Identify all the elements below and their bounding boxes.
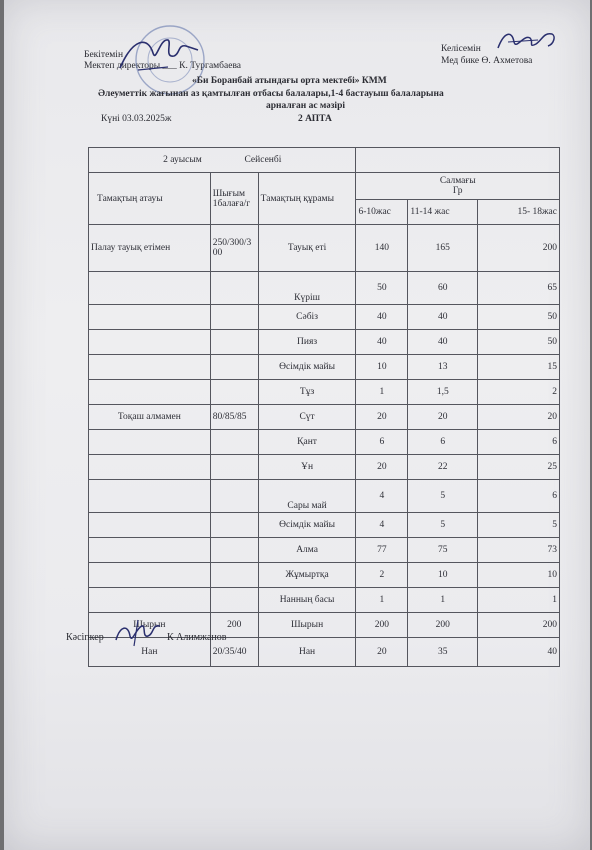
weight-unit: Гр bbox=[452, 186, 463, 196]
yield-cell: 250/300/300 bbox=[210, 225, 258, 272]
header-blank-cell bbox=[356, 148, 560, 173]
entrepreneur-signature-icon bbox=[112, 616, 164, 650]
ingredient-cell: Нан bbox=[258, 638, 356, 667]
weight-header bbox=[356, 173, 560, 200]
yield-cell bbox=[210, 305, 258, 330]
day-label: Сейсенбі bbox=[244, 155, 282, 165]
dish-name-cell bbox=[89, 480, 211, 513]
weight-15-18-cell: 25 bbox=[478, 455, 560, 480]
yield-cell: 200 bbox=[210, 613, 258, 638]
yield-header: Шығым 1балаға/г bbox=[210, 173, 258, 225]
weight-6-10-cell: 140 bbox=[356, 225, 408, 272]
weight-15-18-cell: 2 bbox=[478, 380, 560, 405]
weight-11-14-cell: 200 bbox=[408, 613, 478, 638]
weight-11-14-cell: 1 bbox=[408, 588, 478, 613]
weight-15-18-cell: 200 bbox=[478, 225, 560, 272]
yield-cell bbox=[210, 330, 258, 355]
shift-day-cell bbox=[89, 148, 356, 173]
weight-15-18-cell: 65 bbox=[478, 272, 560, 305]
week-label: 2 АПТА bbox=[298, 114, 332, 124]
weight-15-18-cell: 200 bbox=[478, 613, 560, 638]
shift-label: 2 ауысым bbox=[163, 155, 202, 165]
table-row bbox=[89, 405, 560, 430]
weight-6-10-cell: 40 bbox=[356, 305, 408, 330]
weight-11-14-cell: 165 bbox=[408, 225, 478, 272]
ingredient-cell: Шырын bbox=[258, 613, 356, 638]
dish-name-cell: Шырын bbox=[89, 613, 211, 638]
nurse-signature-icon bbox=[494, 24, 564, 56]
dish-name-cell bbox=[89, 305, 211, 330]
menu-table bbox=[88, 147, 560, 667]
dish-name-cell bbox=[89, 513, 211, 538]
weight-11-14-cell: 22 bbox=[408, 455, 478, 480]
weight-15-18-cell: 50 bbox=[478, 305, 560, 330]
weight-11-14-cell: 60 bbox=[408, 272, 478, 305]
weight-11-14-cell: 10 bbox=[408, 563, 478, 588]
weight-15-18-cell: 5 bbox=[478, 513, 560, 538]
ingredient-cell: Нанның басы bbox=[258, 588, 356, 613]
table-row bbox=[89, 480, 560, 513]
dish-name-cell: Нан bbox=[89, 638, 211, 667]
approve-label: Бекітемін bbox=[84, 50, 124, 60]
yield-cell bbox=[210, 430, 258, 455]
table-row bbox=[89, 305, 560, 330]
yield-cell bbox=[210, 588, 258, 613]
table-row bbox=[89, 455, 560, 480]
dish-name-cell bbox=[89, 430, 211, 455]
weight-11-14-cell: 5 bbox=[408, 480, 478, 513]
dish-name-cell bbox=[89, 538, 211, 563]
yield-cell bbox=[210, 272, 258, 305]
table-row bbox=[89, 380, 560, 405]
weight-6-10-cell: 20 bbox=[356, 638, 408, 667]
menu-purpose-line-1: Әлеуметтік жағынан аз қамтылған отбасы балалары,1-4 бастауыш балаларына bbox=[98, 89, 444, 99]
dish-name-cell bbox=[89, 355, 211, 380]
dish-name-cell bbox=[89, 380, 211, 405]
yield-cell bbox=[210, 455, 258, 480]
table-row bbox=[89, 563, 560, 588]
weight-6-10-cell: 20 bbox=[356, 405, 408, 430]
table-row bbox=[89, 225, 560, 272]
yield-cell: 20/35/40 bbox=[210, 638, 258, 667]
menu-date: Күні 03.03.2025ж bbox=[101, 114, 172, 124]
ingredient-cell: Сары май bbox=[258, 480, 356, 513]
ingredient-cell: Қант bbox=[258, 430, 356, 455]
ingredient-cell: Күріш bbox=[258, 272, 356, 305]
weight-6-10-cell: 50 bbox=[356, 272, 408, 305]
weight-15-18-cell: 1 bbox=[478, 588, 560, 613]
weight-6-10-cell: 1 bbox=[356, 588, 408, 613]
weight-11-14-cell: 40 bbox=[408, 305, 478, 330]
weight-6-10-cell: 2 bbox=[356, 563, 408, 588]
nurse-line: Мед бике Ө. Ахметова bbox=[441, 56, 533, 66]
dish-name-cell bbox=[89, 455, 211, 480]
weight-15-18-cell: 40 bbox=[478, 638, 560, 667]
agree-label: Келісемін bbox=[441, 44, 481, 54]
age-header-11-14: 11-14 жас bbox=[408, 200, 478, 225]
ingredient-cell: Жұмыртқа bbox=[258, 563, 356, 588]
document-page bbox=[4, 0, 590, 850]
weight-15-18-cell: 10 bbox=[478, 563, 560, 588]
weight-15-18-cell: 6 bbox=[478, 430, 560, 455]
dish-name-cell: Тоқаш алмамен bbox=[89, 405, 211, 430]
age-header-15-18: 15- 18жас bbox=[478, 200, 560, 225]
weight-6-10-cell: 6 bbox=[356, 430, 408, 455]
weight-11-14-cell: 5 bbox=[408, 513, 478, 538]
ingredient-cell: Тауық еті bbox=[258, 225, 356, 272]
dish-name-cell bbox=[89, 588, 211, 613]
yield-cell: 80/85/85 bbox=[210, 405, 258, 430]
entrepreneur-name: К Алимжанов bbox=[167, 632, 227, 643]
dish-name-cell bbox=[89, 330, 211, 355]
menu-purpose-line-2: арналған ас мәзірі bbox=[266, 101, 345, 111]
weight-6-10-cell: 200 bbox=[356, 613, 408, 638]
yield-cell bbox=[210, 538, 258, 563]
entrepreneur-label: Кәсіпкер bbox=[66, 632, 104, 643]
ingredient-cell: Өсімдік майы bbox=[258, 513, 356, 538]
weight-6-10-cell: 77 bbox=[356, 538, 408, 563]
weight-11-14-cell: 75 bbox=[408, 538, 478, 563]
weight-11-14-cell: 6 bbox=[408, 430, 478, 455]
ingredient-cell: Тұз bbox=[258, 380, 356, 405]
yield-cell bbox=[210, 563, 258, 588]
table-row bbox=[89, 330, 560, 355]
weight-11-14-cell: 20 bbox=[408, 405, 478, 430]
weight-6-10-cell: 4 bbox=[356, 513, 408, 538]
weight-11-14-cell: 13 bbox=[408, 355, 478, 380]
ingredient-cell: Алма bbox=[258, 538, 356, 563]
weight-15-18-cell: 50 bbox=[478, 330, 560, 355]
dish-name-cell bbox=[89, 563, 211, 588]
ingredient-cell: Пияз bbox=[258, 330, 356, 355]
ingredient-cell: Сүт bbox=[258, 405, 356, 430]
dish-name-cell bbox=[89, 272, 211, 305]
table-row bbox=[89, 513, 560, 538]
yield-cell bbox=[210, 513, 258, 538]
weight-15-18-cell: 73 bbox=[478, 538, 560, 563]
dish-name-cell: Палау тауық етімен bbox=[89, 225, 211, 272]
weight-6-10-cell: 10 bbox=[356, 355, 408, 380]
weight-15-18-cell: 15 bbox=[478, 355, 560, 380]
weight-label: Салмағы bbox=[439, 176, 476, 186]
composition-header: Тамақтың құрамы bbox=[258, 173, 356, 225]
yield-cell bbox=[210, 380, 258, 405]
weight-11-14-cell: 1,5 bbox=[408, 380, 478, 405]
weight-15-18-cell: 20 bbox=[478, 405, 560, 430]
weight-11-14-cell: 40 bbox=[408, 330, 478, 355]
table-row bbox=[89, 355, 560, 380]
weight-11-14-cell: 35 bbox=[408, 638, 478, 667]
weight-6-10-cell: 1 bbox=[356, 380, 408, 405]
ingredient-cell: Өсімдік майы bbox=[258, 355, 356, 380]
yield-cell bbox=[210, 480, 258, 513]
table-row bbox=[89, 430, 560, 455]
table-row bbox=[89, 538, 560, 563]
weight-15-18-cell: 6 bbox=[478, 480, 560, 513]
director-line: Мектеп директоры ___ К. Тургамбаева bbox=[84, 61, 242, 71]
weight-6-10-cell: 4 bbox=[356, 480, 408, 513]
school-name: «Би Боранбай атындағы орта мектебі» КММ bbox=[192, 76, 387, 86]
dish-name-header: Тамақтың атауы bbox=[89, 173, 211, 225]
table-row bbox=[89, 588, 560, 613]
ingredient-cell: Сәбіз bbox=[258, 305, 356, 330]
table-row bbox=[89, 272, 560, 305]
yield-cell bbox=[210, 355, 258, 380]
weight-6-10-cell: 20 bbox=[356, 455, 408, 480]
age-header-6-10: 6-10жас bbox=[356, 200, 408, 225]
ingredient-cell: Ұн bbox=[258, 455, 356, 480]
weight-6-10-cell: 40 bbox=[356, 330, 408, 355]
